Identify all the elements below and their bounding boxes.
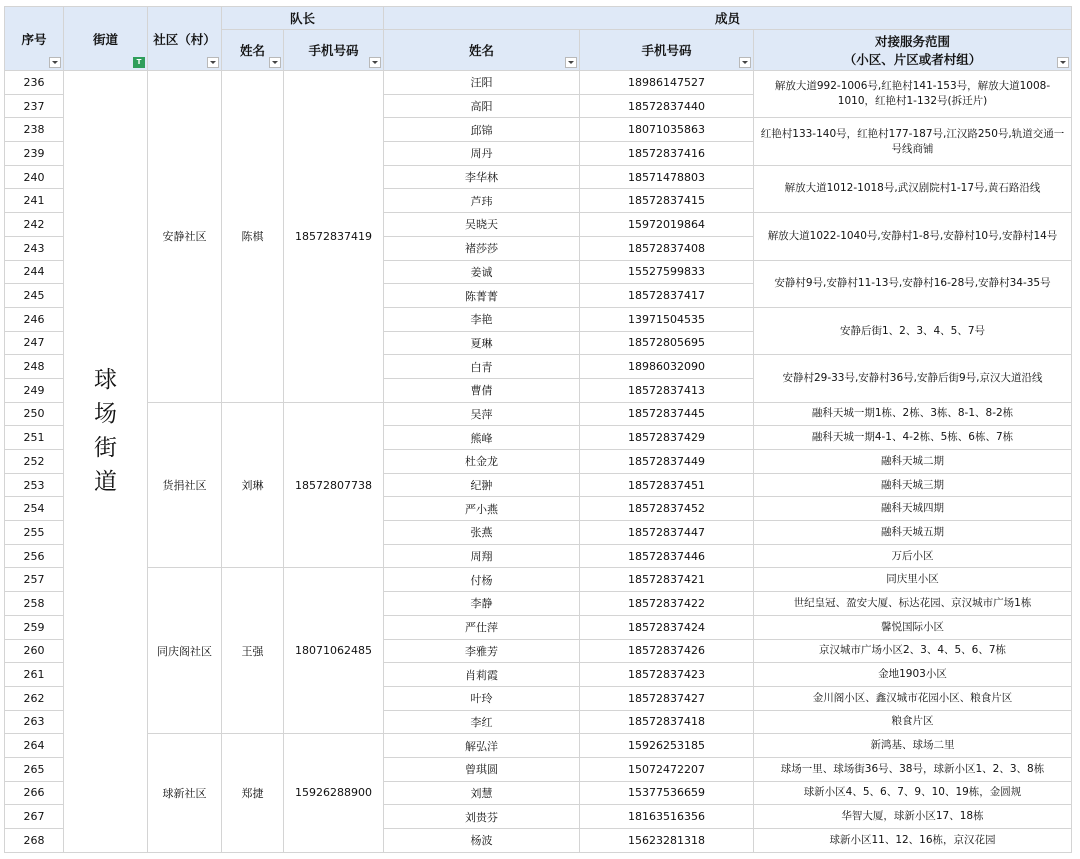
filter-dropdown-icon[interactable] — [1057, 57, 1069, 68]
seq-cell[interactable]: 249 — [5, 378, 64, 402]
seq-cell[interactable]: 238 — [5, 118, 64, 142]
community-cell[interactable]: 球新社区 — [148, 734, 222, 852]
member-name-cell[interactable]: 陈菁菁 — [384, 284, 580, 308]
member-phone-cell[interactable]: 15926253185 — [580, 734, 754, 758]
table-body — [5, 71, 1072, 853]
seq-cell[interactable]: 252 — [5, 450, 64, 474]
seq-cell[interactable]: 260 — [5, 639, 64, 663]
member-phone-cell[interactable]: 18572837423 — [580, 663, 754, 687]
member-name-cell[interactable]: 严仕萍 — [384, 615, 580, 639]
scope-cell[interactable]: 解放大道1022-1040号,安静村1-8号,安静村10号,安静村14号 — [754, 213, 1072, 260]
member-phone-cell[interactable]: 18572837440 — [580, 94, 754, 118]
member-name-cell[interactable]: 李静 — [384, 592, 580, 616]
scope-cell[interactable]: 金川阁小区、鑫汉城市花园小区、粮食片区 — [754, 686, 1072, 710]
seq-cell[interactable]: 243 — [5, 236, 64, 260]
filter-dropdown-icon[interactable] — [739, 57, 751, 68]
scope-cell[interactable]: 球新小区11、12、16栋，京汉花园 — [754, 829, 1072, 853]
member-name-cell[interactable]: 夏琳 — [384, 331, 580, 355]
seq-cell[interactable]: 251 — [5, 426, 64, 450]
header-leader-name: 姓名 — [222, 30, 284, 71]
filter-dropdown-icon[interactable] — [369, 57, 381, 68]
member-phone-cell[interactable]: 18571478803 — [580, 165, 754, 189]
member-name-cell[interactable]: 吴晓天 — [384, 213, 580, 237]
seq-cell[interactable]: 253 — [5, 473, 64, 497]
member-name-cell[interactable]: 芦玮 — [384, 189, 580, 213]
community-cell[interactable]: 货捐社区 — [148, 402, 222, 568]
scope-cell[interactable]: 融科天城四期 — [754, 497, 1072, 521]
filter-dropdown-icon[interactable] — [269, 57, 281, 68]
community-cell[interactable]: 同庆阁社区 — [148, 568, 222, 734]
member-phone-cell[interactable]: 18986147527 — [580, 71, 754, 95]
leader-name-cell[interactable]: 陈棋 — [222, 71, 284, 403]
member-phone-cell[interactable]: 18572837417 — [580, 284, 754, 308]
header-seq: 序号 — [5, 7, 64, 71]
header-member-name: 姓名 — [384, 30, 580, 71]
member-name-cell[interactable]: 严小燕 — [384, 497, 580, 521]
member-phone-cell[interactable]: 18572837415 — [580, 189, 754, 213]
member-phone-cell[interactable]: 18572837422 — [580, 592, 754, 616]
scope-cell[interactable]: 球场一里、球场街36号、38号，球新小区1、2、3、8栋 — [754, 757, 1072, 781]
table-header — [5, 7, 1072, 71]
scope-cell[interactable]: 解放大道992-1006号,红艳村141-153号，解放大道1008-1010，红艳村1-132号(拆迁片) — [754, 71, 1072, 118]
table-row — [5, 568, 1072, 592]
seq-cell[interactable]: 239 — [5, 142, 64, 166]
member-name-cell[interactable]: 邱锦 — [384, 118, 580, 142]
seq-cell[interactable]: 246 — [5, 307, 64, 331]
scope-cell[interactable]: 世纪皇冠、盈安大厦、标达花园、京汉城市广场1栋 — [754, 592, 1072, 616]
member-phone-cell[interactable]: 15527599833 — [580, 260, 754, 284]
scope-cell[interactable]: 粮食片区 — [754, 710, 1072, 734]
seq-cell[interactable]: 240 — [5, 165, 64, 189]
member-name-cell[interactable]: 周翔 — [384, 544, 580, 568]
member-name-cell[interactable]: 杨波 — [384, 829, 580, 853]
member-phone-cell[interactable]: 18572837408 — [580, 236, 754, 260]
member-name-cell[interactable]: 周丹 — [384, 142, 580, 166]
member-name-cell[interactable]: 解弘洋 — [384, 734, 580, 758]
member-name-cell[interactable]: 张燕 — [384, 521, 580, 545]
member-name-cell[interactable]: 白青 — [384, 355, 580, 379]
member-phone-cell[interactable]: 18071035863 — [580, 118, 754, 142]
member-phone-cell[interactable]: 15972019864 — [580, 213, 754, 237]
member-name-cell[interactable]: 汪阳 — [384, 71, 580, 95]
member-name-cell[interactable]: 杜金龙 — [384, 450, 580, 474]
member-name-cell[interactable]: 曹倩 — [384, 378, 580, 402]
member-name-cell[interactable]: 褚莎莎 — [384, 236, 580, 260]
member-phone-cell[interactable]: 18572837416 — [580, 142, 754, 166]
filter-dropdown-icon[interactable] — [207, 57, 219, 68]
header-community: 社区（村） — [148, 7, 222, 71]
filter-dropdown-icon[interactable] — [49, 57, 61, 68]
member-name-cell[interactable]: 熊峰 — [384, 426, 580, 450]
scope-cell[interactable]: 馨悦国际小区 — [754, 615, 1072, 639]
member-phone-cell[interactable]: 18572837451 — [580, 473, 754, 497]
member-phone-cell[interactable]: 18163516356 — [580, 805, 754, 829]
member-name-cell[interactable]: 李红 — [384, 710, 580, 734]
member-phone-cell[interactable]: 18572837427 — [580, 686, 754, 710]
scope-cell[interactable]: 华智大厦，球新小区17、18栋 — [754, 805, 1072, 829]
seq-cell[interactable]: 266 — [5, 781, 64, 805]
scope-cell[interactable]: 万后小区 — [754, 544, 1072, 568]
member-name-cell[interactable]: 高阳 — [384, 94, 580, 118]
member-phone-cell[interactable]: 13971504535 — [580, 307, 754, 331]
scope-cell[interactable]: 解放大道1012-1018号,武汉剧院村1-17号,黄石路沿线 — [754, 165, 1072, 212]
leader-name-cell[interactable]: 刘琳 — [222, 402, 284, 568]
member-phone-cell[interactable]: 18572837429 — [580, 426, 754, 450]
member-name-cell[interactable]: 纪翀 — [384, 473, 580, 497]
leader-phone-cell[interactable]: 18572837419 — [284, 71, 384, 403]
seq-cell[interactable]: 242 — [5, 213, 64, 237]
member-phone-cell[interactable]: 18572805695 — [580, 331, 754, 355]
seq-cell[interactable]: 257 — [5, 568, 64, 592]
member-phone-cell[interactable]: 18572837421 — [580, 568, 754, 592]
member-phone-cell[interactable]: 18572837445 — [580, 402, 754, 426]
scope-cell[interactable]: 融科天城一期1栋、2栋、3栋、8-1、8-2栋 — [754, 402, 1072, 426]
seq-cell[interactable]: 263 — [5, 710, 64, 734]
scope-cell[interactable]: 安静后街1、2、3、4、5、7号 — [754, 307, 1072, 354]
member-name-cell[interactable]: 刘贵芬 — [384, 805, 580, 829]
member-phone-cell[interactable]: 18572837449 — [580, 450, 754, 474]
member-phone-cell[interactable]: 18572837452 — [580, 497, 754, 521]
scope-cell[interactable]: 安静村9号,安静村11-13号,安静村16-28号,安静村34-35号 — [754, 260, 1072, 307]
member-name-cell[interactable]: 叶玲 — [384, 686, 580, 710]
seq-cell[interactable]: 248 — [5, 355, 64, 379]
member-name-cell[interactable]: 李雅芳 — [384, 639, 580, 663]
scope-cell[interactable]: 同庆里小区 — [754, 568, 1072, 592]
member-name-cell[interactable]: 肖莉霞 — [384, 663, 580, 687]
seq-cell[interactable]: 268 — [5, 829, 64, 853]
leader-name-cell[interactable]: 王强 — [222, 568, 284, 734]
header-scope: 对接服务范围 （小区、片区或者村组） — [754, 30, 1072, 71]
member-name-cell[interactable]: 吴萍 — [384, 402, 580, 426]
leader-phone-cell[interactable]: 15926288900 — [284, 734, 384, 852]
member-phone-cell[interactable]: 15072472207 — [580, 757, 754, 781]
seq-cell[interactable]: 265 — [5, 757, 64, 781]
scope-cell[interactable]: 融科天城三期 — [754, 473, 1072, 497]
scope-cell[interactable]: 金地1903小区 — [754, 663, 1072, 687]
leader-phone-cell[interactable]: 18572807738 — [284, 402, 384, 568]
seq-cell[interactable]: 258 — [5, 592, 64, 616]
member-name-cell[interactable]: 刘慧 — [384, 781, 580, 805]
community-cell[interactable]: 安静社区 — [148, 71, 222, 403]
filter-active-icon[interactable] — [133, 57, 145, 68]
table-row — [5, 734, 1072, 758]
street-name: 球场街道 — [94, 367, 117, 496]
scope-cell[interactable]: 新鸿基、球场二里 — [754, 734, 1072, 758]
scope-cell[interactable]: 融科天城二期 — [754, 450, 1072, 474]
seq-cell[interactable]: 237 — [5, 94, 64, 118]
seq-cell[interactable]: 241 — [5, 189, 64, 213]
header-member-group: 成员 — [384, 7, 1072, 30]
filter-dropdown-icon[interactable] — [565, 57, 577, 68]
member-name-cell[interactable]: 曾琪圆 — [384, 757, 580, 781]
scope-cell[interactable]: 球新小区4、5、6、7、9、10、19栋，金圆规 — [754, 781, 1072, 805]
member-phone-cell[interactable]: 18572837424 — [580, 615, 754, 639]
table-row — [5, 402, 1072, 426]
header-member-phone: 手机号码 — [580, 30, 754, 71]
member-phone-cell[interactable]: 18572837447 — [580, 521, 754, 545]
header-street: 街道 T — [64, 7, 148, 71]
member-phone-cell[interactable]: 18986032090 — [580, 355, 754, 379]
member-phone-cell[interactable]: 18572837426 — [580, 639, 754, 663]
seq-cell[interactable]: 267 — [5, 805, 64, 829]
leader-phone-cell[interactable]: 18071062485 — [284, 568, 384, 734]
seq-cell[interactable]: 247 — [5, 331, 64, 355]
table-row — [5, 71, 1072, 95]
member-phone-cell[interactable]: 18572837446 — [580, 544, 754, 568]
seq-cell[interactable]: 262 — [5, 686, 64, 710]
street-cell[interactable] — [64, 71, 148, 853]
header-leader-group: 队长 — [222, 7, 384, 30]
member-phone-cell[interactable]: 18572837413 — [580, 378, 754, 402]
member-phone-cell[interactable]: 15377536659 — [580, 781, 754, 805]
seq-cell[interactable]: 254 — [5, 497, 64, 521]
scope-cell[interactable]: 红艳村133-140号，红艳村177-187号,江汉路250号,轨道交通一号线商铺 — [754, 118, 1072, 165]
member-name-cell[interactable]: 李艳 — [384, 307, 580, 331]
scope-cell[interactable]: 安静村29-33号,安静村36号,安静后街9号,京汉大道沿线 — [754, 355, 1072, 402]
member-name-cell[interactable]: 付杨 — [384, 568, 580, 592]
roster-table — [4, 6, 1072, 853]
scope-cell[interactable]: 京汉城市广场小区2、3、4、5、6、7栋 — [754, 639, 1072, 663]
seq-cell[interactable]: 256 — [5, 544, 64, 568]
leader-name-cell[interactable]: 郑捷 — [222, 734, 284, 852]
seq-cell[interactable]: 261 — [5, 663, 64, 687]
seq-cell[interactable]: 244 — [5, 260, 64, 284]
seq-cell[interactable]: 250 — [5, 402, 64, 426]
scope-cell[interactable]: 融科天城五期 — [754, 521, 1072, 545]
member-name-cell[interactable]: 姜诚 — [384, 260, 580, 284]
header-leader-phone: 手机号码 — [284, 30, 384, 71]
seq-cell[interactable]: 259 — [5, 615, 64, 639]
member-phone-cell[interactable]: 18572837418 — [580, 710, 754, 734]
seq-cell[interactable]: 264 — [5, 734, 64, 758]
seq-cell[interactable]: 255 — [5, 521, 64, 545]
scope-cell[interactable]: 融科天城一期4-1、4-2栋、5栋、6栋、7栋 — [754, 426, 1072, 450]
seq-cell[interactable]: 245 — [5, 284, 64, 308]
member-phone-cell[interactable]: 15623281318 — [580, 829, 754, 853]
member-name-cell[interactable]: 李华林 — [384, 165, 580, 189]
seq-cell[interactable]: 236 — [5, 71, 64, 95]
